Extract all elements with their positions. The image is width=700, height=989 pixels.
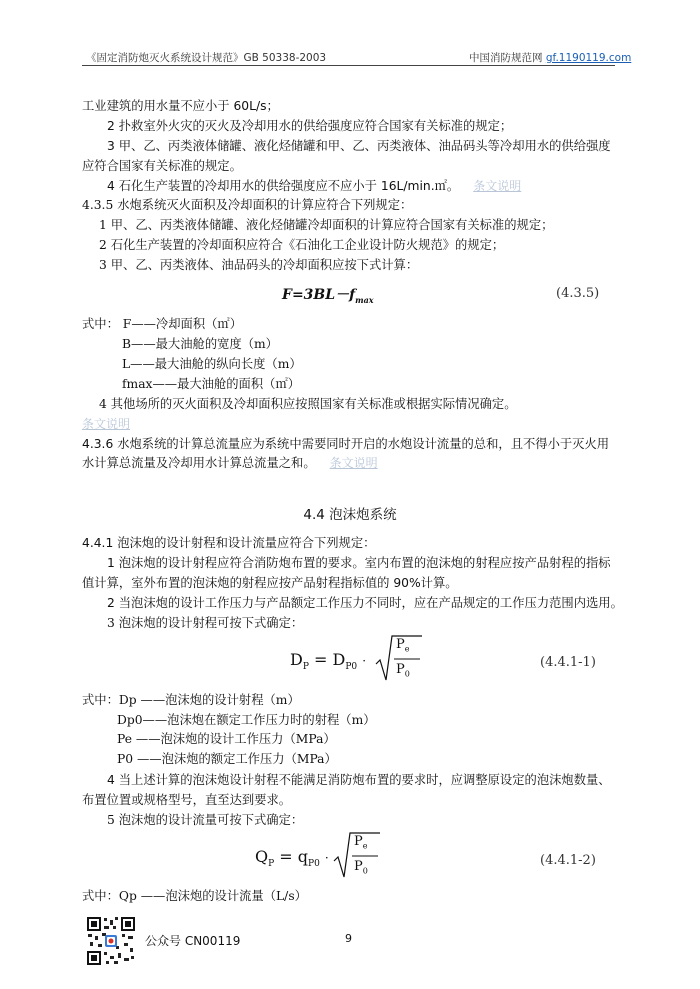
- formula-symbol: P: [354, 834, 363, 849]
- where-line: P0 ——泡沫炮的额定工作压力（MPa）: [117, 752, 337, 766]
- formula-symbol: = q: [279, 847, 309, 866]
- para-line: 布置位置或规格型号，直至达到要求。: [82, 793, 292, 807]
- para-line: 5 泡沫炮的设计流量可按下式确定：: [107, 813, 304, 827]
- para-line: [107, 176, 521, 196]
- formula-number: (4.3.5): [556, 286, 600, 301]
- where-line: 式中：Dp ——泡沫炮的设计射程（m）: [82, 693, 300, 707]
- where-line: fmax——最大油舱的面积（㎡）: [122, 377, 301, 391]
- formula-symbol: = D: [313, 650, 346, 669]
- para-line: 1 甲、乙、丙类液体储罐、液化烃储罐冷却面积的计算应符合国家有关标准的规定；: [99, 218, 554, 232]
- clause-explanation-link[interactable]: [82, 414, 130, 434]
- where-line: B——最大油舱的宽度（m）: [122, 337, 278, 351]
- para-line: 4 当上述计算的泡沫炮设计射程不能满足消防炮布置的要求时，应调整原设定的泡沫炮数量、: [107, 773, 611, 787]
- para-line: 3 泡沫炮的设计射程可按下式确定：: [107, 616, 304, 630]
- qr-code-icon: [86, 916, 136, 966]
- where-line: 式中： F——冷却面积（㎡）: [82, 317, 243, 331]
- header-divider: [82, 65, 615, 66]
- section-title: 4.4 泡沫炮系统: [303, 507, 397, 523]
- footer-wechat: 公众号 CN00119: [145, 934, 241, 948]
- formula-denominator: [354, 859, 368, 876]
- clause-explanation-link[interactable]: 条文说明: [473, 179, 522, 193]
- para-text: 水计算总流量及冷却用水计算总流量之和。: [82, 456, 316, 470]
- header-site-link[interactable]: gf.1190119.com: [545, 52, 632, 64]
- formula-number: (4.4.1-2): [540, 853, 596, 868]
- formula-symbol: P: [354, 859, 363, 874]
- formula-symbol: D: [290, 650, 303, 669]
- formula-denominator: [396, 662, 410, 679]
- para-line: [82, 453, 378, 473]
- para-line: 3 甲、乙、丙类液体、油品码头的冷却面积应按下式计算：: [99, 258, 419, 272]
- header-doc-title: 《固定消防炮灭火系统设计规范》GB 50338-2003: [86, 52, 327, 64]
- where-line: L——最大油舱的纵向长度（m）: [122, 357, 302, 371]
- para-line: 值计算，室外布置的泡沫炮的射程应按产品射程指标值的 90%计算。: [82, 576, 458, 590]
- para-line: 工业建筑的用水量不应小于 60L/s；: [82, 99, 279, 113]
- formula-symbol: P: [396, 637, 405, 652]
- where-line: 式中：Qp ——泡沫炮的设计流量（L/s）: [82, 889, 307, 903]
- formula-symbol: P: [396, 662, 405, 677]
- formula-subscript: 0: [404, 669, 410, 679]
- formula-subscript: P0: [345, 662, 358, 673]
- formula-subscript: P: [302, 662, 309, 673]
- formula-4-4-1-2: $Q_P = q_{P0}$ ·: [255, 847, 329, 870]
- formula-numerator: [396, 637, 409, 654]
- header-site: [469, 50, 631, 65]
- para-line: 2 当泡沫炮的设计工作压力与产品额定工作压力不同时，应在产品规定的工作压力范围内选用。: [107, 596, 623, 610]
- formula-subscript: max: [355, 294, 374, 305]
- formula-numerator: [354, 834, 367, 851]
- formula-subscript: e: [404, 644, 410, 654]
- para-line: 2 石化生产装置的冷却面积应符合《石油化工企业设计防火规范》的规定；: [99, 238, 505, 252]
- formula-subscript: P0: [308, 859, 320, 870]
- para-text: 4 石化生产装置的冷却用水的供给强度应不应小于 16L/min.㎡。: [107, 179, 460, 193]
- formula-subscript: e: [362, 841, 368, 851]
- where-line: Dp0——泡沫炮在额定工作压力时的射程（m）: [117, 713, 376, 727]
- clause-explanation-text[interactable]: 条文说明: [82, 417, 131, 431]
- formula-number: (4.4.1-1): [540, 655, 596, 670]
- page-number: 9: [345, 932, 352, 945]
- formula-4-4-1-1: $D_P = D_{P0}$ ·: [290, 650, 367, 673]
- clause-4-3-6: 4.3.6 水炮系统的计算总流量应为系统中需要同时开启的水炮设计流量的总和，且不得小于灭火用: [82, 437, 610, 451]
- para-line: 应符合国家有关标准的规定。: [82, 159, 242, 173]
- formula-subscript: P: [268, 859, 275, 870]
- formula-text: F=3BL－f: [282, 287, 356, 303]
- formula-symbol: Q: [255, 847, 269, 866]
- where-line: Pe ——泡沫炮的设计工作压力（MPa）: [117, 732, 336, 746]
- header-site-name: 中国消防规范网: [469, 52, 543, 64]
- clause-4-3-5: 4.3.5 水炮系统灭火面积及冷却面积的计算应符合下列规定：: [82, 198, 413, 212]
- para-line: 3 甲、乙、丙类液体储罐、液化烃储罐和甲、乙、丙类液体、油品码头等冷却用水的供给强度: [107, 139, 611, 153]
- para-line: 1 泡沫炮的设计射程应符合消防炮布置的要求。室内布置的泡沫炮的射程应按产品射程的指标: [107, 556, 611, 570]
- clause-4-4-1: 4.4.1 泡沫炮的设计射程和设计流量应符合下列规定：: [82, 536, 376, 550]
- formula-4-3-5: [282, 284, 374, 305]
- clause-explanation-link[interactable]: 条文说明: [329, 456, 378, 470]
- para-line: 2 扑救室外火灾的灭火及冷却用水的供给强度应符合国家有关标准的规定；: [107, 119, 513, 133]
- para-line: 4 其他场所的灭火面积及冷却面积应按照国家有关标准或根据实际情况确定。: [99, 397, 517, 411]
- formula-subscript: 0: [362, 866, 368, 876]
